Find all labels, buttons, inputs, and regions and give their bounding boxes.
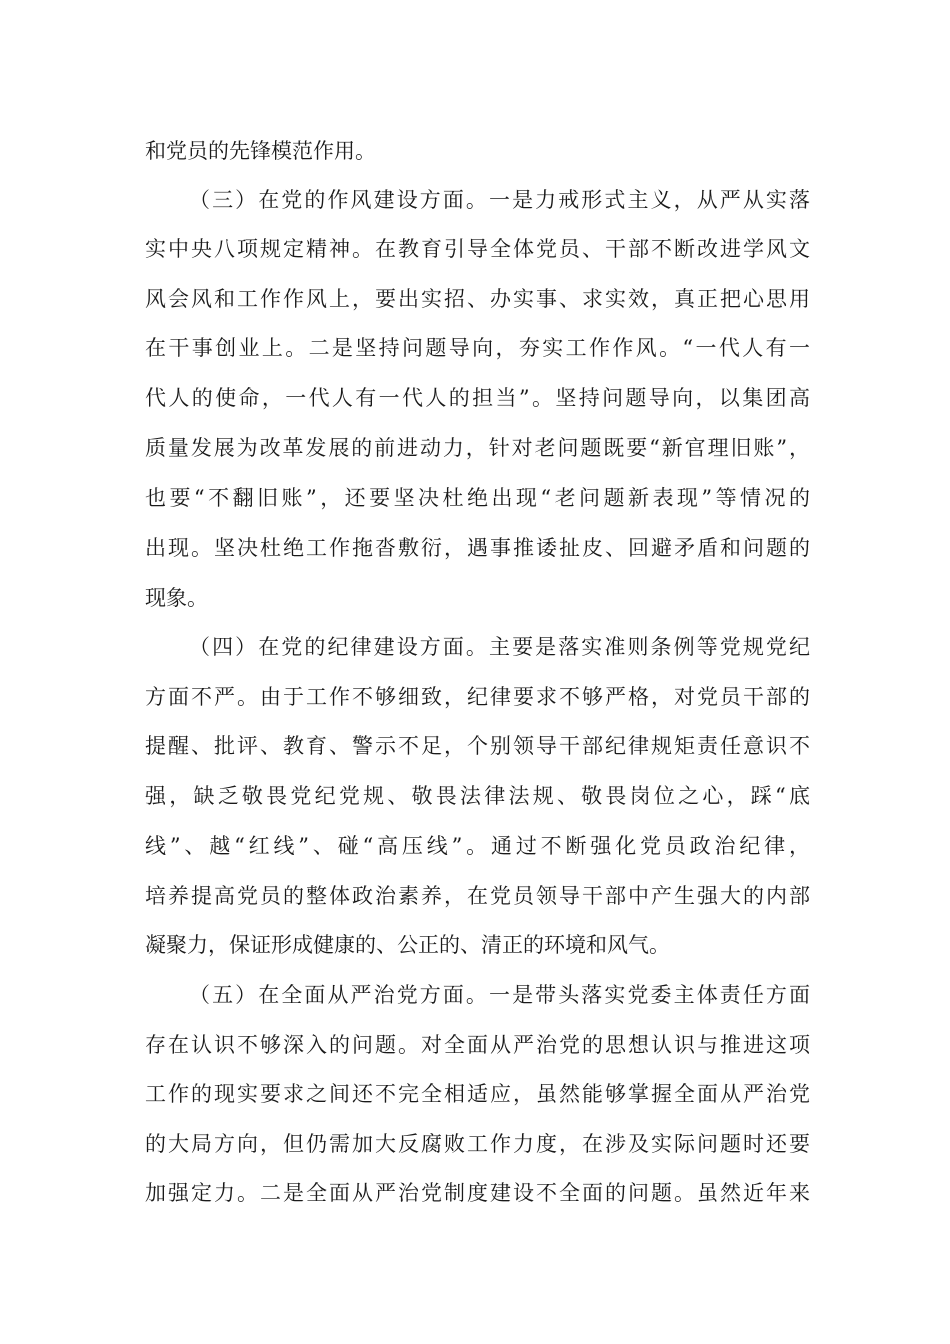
text-line: 工作的现实要求之间还不完全相适应，虽然能够掌握全面从严治党 <box>145 1082 810 1106</box>
section-five-heading-line: （五）在全面从严治党方面。一是带头落实党委主体责任方面 <box>189 983 810 1007</box>
text-line: 和党员的先锋模范作用。 <box>145 139 376 163</box>
text-line: 实中央八项规定精神。在教育引导全体党员、干部不断改进学风文 <box>145 237 810 261</box>
text-line: 出现。坚决杜绝工作拖沓敷衍，遇事推诿扯皮、回避矛盾和问题的 <box>145 536 810 560</box>
text-line: 提醒、批评、教育、警示不足，个别领导干部纪律规矩责任意识不 <box>145 734 810 758</box>
text-line: 加强定力。二是全面从严治党制度建设不全面的问题。虽然近年来 <box>145 1181 810 1205</box>
text-line: 现象。 <box>145 586 208 610</box>
text-line: 存在认识不够深入的问题。对全面从严治党的思想认识与推进这项 <box>145 1033 810 1057</box>
text-line: 在干事创业上。二是坚持问题导向，夯实工作作风。“一代人有一 <box>145 336 810 360</box>
text-line: 方面不严。由于工作不够细致，纪律要求不够严格，对党员干部的 <box>145 685 810 709</box>
text-line: 凝聚力，保证形成健康的、公正的、清正的环境和风气。 <box>145 933 670 957</box>
text-line: 强，缺乏敬畏党纪党规、敬畏法律法规、敬畏岗位之心，踩“底 <box>145 784 810 808</box>
section-three-heading-line: （三）在党的作风建设方面。一是力戒形式主义，从严从实落 <box>189 188 810 212</box>
section-four-heading-line: （四）在党的纪律建设方面。主要是落实准则条例等党规党纪 <box>189 635 810 659</box>
text-line: 风会风和工作作风上，要出实招、办实事、求实效，真正把心思用 <box>145 287 810 311</box>
text-line: 线”、越“红线”、碰“高压线”。通过不断强化党员政治纪律， <box>145 834 810 858</box>
text-line: 的大局方向，但仍需加大反腐败工作力度，在涉及实际问题时还要 <box>145 1132 810 1156</box>
text-line: 培养提高党员的整体政治素养，在党员领导干部中产生强大的内部 <box>145 884 810 908</box>
text-line: 质量发展为改革发展的前进动力，针对老问题既要“新官理旧账”， <box>145 436 810 460</box>
text-line: 也要“不翻旧账”，还要坚决杜绝出现“老问题新表现”等情况的 <box>145 486 810 510</box>
text-line: 代人的使命，一代人有一代人的担当”。坚持问题导向，以集团高 <box>145 386 810 410</box>
